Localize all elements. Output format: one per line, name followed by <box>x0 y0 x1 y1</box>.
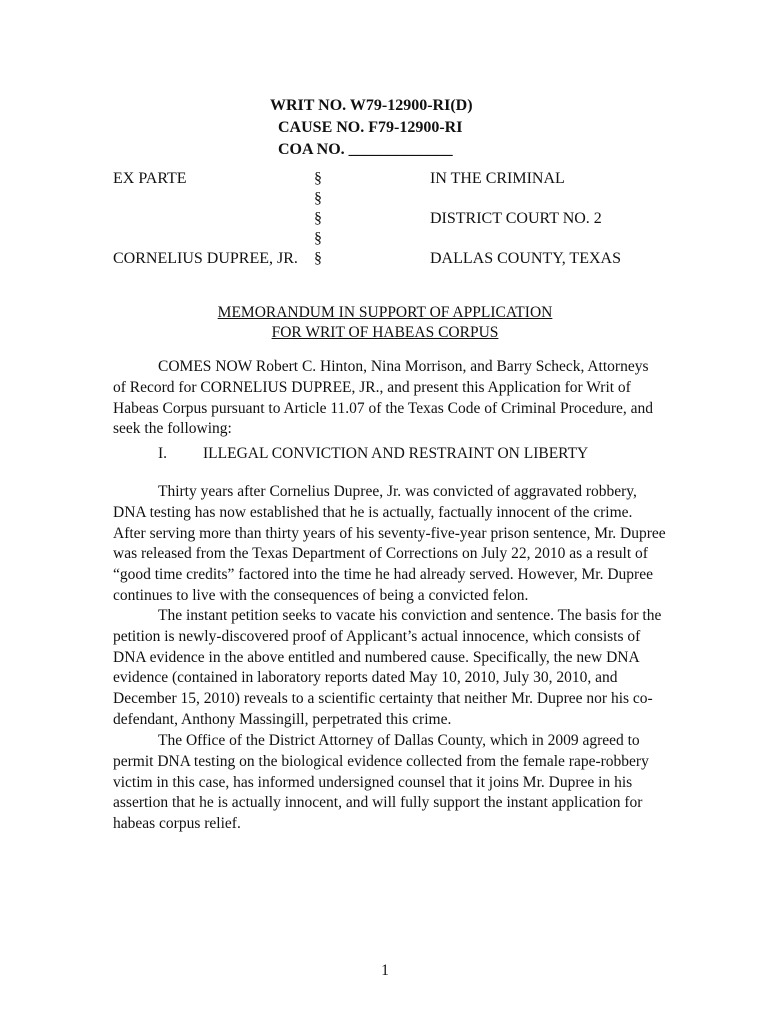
coa-number: COA NO. _____________ <box>278 141 453 158</box>
para3-line: victim in this case, has informed undersigned counsel that it joins Mr. Dupree in his <box>113 773 633 791</box>
para3-line: assertion that he is actually innocent, and will fully support the instant application for <box>113 794 643 812</box>
para3-line: The Office of the District Attorney of Dallas County, which in 2009 agreed to <box>158 732 640 749</box>
intro-line: Habeas Corpus pursuant to Article 11.07 of the Texas Code of Criminal Procedure, and <box>113 399 654 417</box>
section-mark-4: § <box>314 230 322 247</box>
page-number: 1 <box>381 962 389 979</box>
para2-line: defendant, Anthony Massingill, perpetrated this crime. <box>113 710 452 728</box>
paragraph-3 <box>113 731 658 835</box>
para1-line: After serving more than thirty years of his seventy-five-year prison sentence, Mr. Dupree <box>113 524 666 542</box>
memorandum-title <box>0 303 770 343</box>
paragraph-1 <box>113 482 666 607</box>
section-mark-3: § <box>314 210 322 227</box>
section-mark-2: § <box>314 190 322 207</box>
para2-line: December 15, 2010) reveals to a scientific certainty that neither Mr. Dupree nor his co- <box>113 690 653 708</box>
para2-line: evidence (contained in laboratory reports dated May 10, 2010, July 30, 2010, and <box>113 669 618 687</box>
section-heading <box>158 445 588 463</box>
para1-line: continues to live with the consequences of being a convicted felon. <box>113 586 529 604</box>
paragraph-2 <box>113 606 662 731</box>
caption-right-5: DALLAS COUNTY, TEXAS <box>430 250 621 267</box>
para1-line: DNA testing has now established that he is actually, factually innocent of the crime. <box>113 503 633 521</box>
section-mark-5: § <box>314 250 322 267</box>
para1-line: Thirty years after Cornelius Dupree, Jr. was convicted of aggravated robbery, <box>158 483 637 500</box>
intro-paragraph <box>113 357 658 440</box>
caption-right-1: IN THE CRIMINAL <box>430 170 565 187</box>
section-title: ILLEGAL CONVICTION AND RESTRAINT ON LIBERTY <box>203 445 589 462</box>
para2-line: The instant petition seeks to vacate his conviction and sentence. The basis for the <box>158 607 662 624</box>
title-line-2: FOR WRIT OF HABEAS CORPUS <box>271 324 499 341</box>
caption-left-5: CORNELIUS DUPREE, JR. <box>113 250 298 267</box>
caption-right-3: DISTRICT COURT NO. 2 <box>430 210 602 227</box>
caption-left-1: EX PARTE <box>113 170 187 187</box>
section-number: I. <box>158 445 168 462</box>
intro-line: of Record for CORNELIUS DUPREE, JR., and present this Application for Writ of <box>113 378 631 396</box>
title-line-1: MEMORANDUM IN SUPPORT OF APPLICATION <box>217 304 553 321</box>
intro-line: COMES NOW Robert C. Hinton, Nina Morrison, and Barry Scheck, Attorneys <box>158 358 649 375</box>
para3-line: habeas corpus relief. <box>113 815 241 833</box>
para1-line: “good time credits” factored into the time he had already served. However, Mr. Dupree <box>113 566 653 584</box>
para2-line: petition is newly-discovered proof of Applicant’s actual innocence, which consists of <box>113 627 641 645</box>
para1-line: was released from the Texas Department of Corrections on July 22, 2010 as a result of <box>113 545 648 563</box>
writ-number: WRIT NO. W79-12900-RI(D) <box>270 97 473 114</box>
cause-number: CAUSE NO. F79-12900-RI <box>278 119 463 136</box>
case-header <box>270 95 473 161</box>
intro-line: seek the following: <box>113 420 232 438</box>
para3-line: permit DNA testing on the biological evidence collected from the female rape-robbery <box>113 752 649 770</box>
para2-line: DNA evidence in the above entitled and numbered cause. Specifically, the new DNA <box>113 648 640 666</box>
section-mark-1: § <box>314 170 322 187</box>
